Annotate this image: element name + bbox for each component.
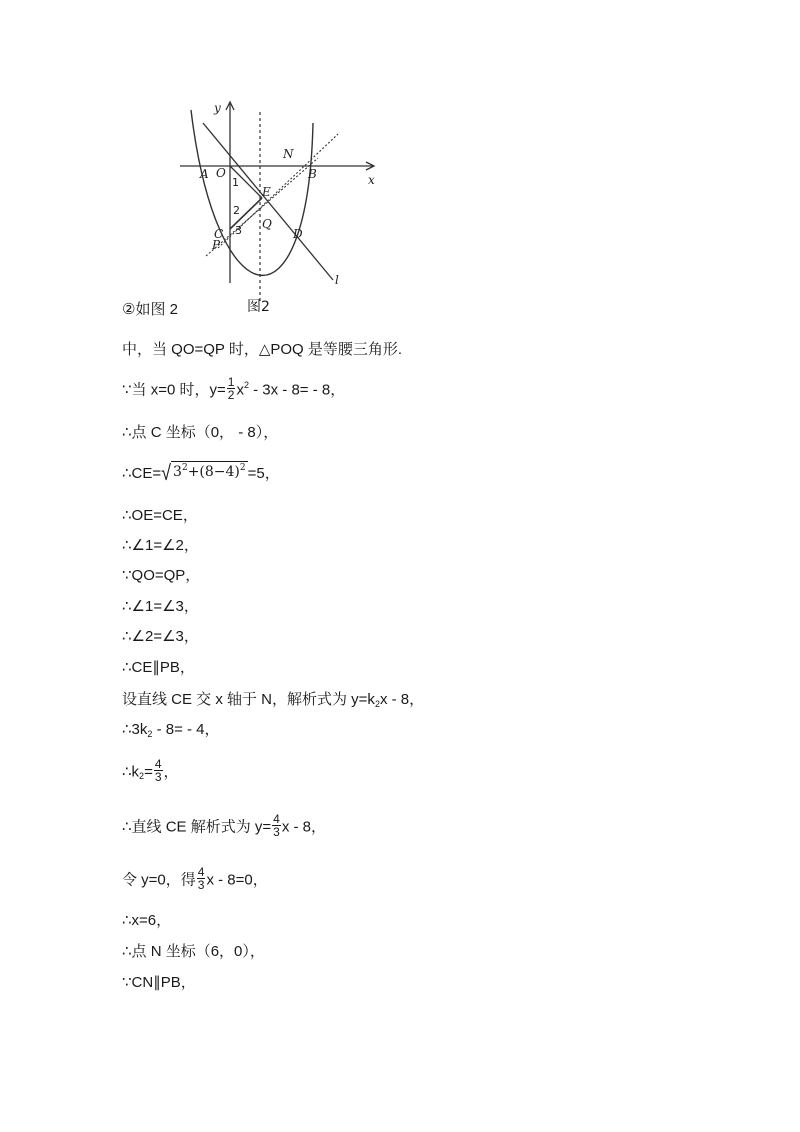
text-segment: ， — [163, 763, 179, 781]
text-segment: - 8= - 4， — [152, 721, 220, 738]
label-angle-3: 3 — [235, 224, 242, 237]
text-line — [122, 865, 268, 893]
square-root — [161, 461, 247, 483]
text-line — [122, 690, 424, 711]
text-line: ∴x=6， — [122, 912, 172, 929]
radicand-term: +(8−4) — [187, 464, 240, 480]
text-line — [122, 463, 280, 485]
text-segment: ∴k — [122, 763, 140, 781]
text-line: ∴点 N 坐标（6，0）， — [122, 943, 265, 960]
label-angle-1: 1 — [232, 176, 239, 189]
text-line: ∴OE=CE， — [122, 507, 198, 524]
fraction-numerator: 4 — [273, 812, 280, 826]
text-segment: x - 8=0， — [206, 871, 268, 889]
text-line: ∴CE∥PB， — [122, 659, 195, 676]
fraction-numerator: 4 — [197, 865, 205, 879]
fraction-denominator: 3 — [154, 770, 162, 784]
text-line — [122, 720, 220, 741]
label-angle-2: 2 — [233, 204, 240, 217]
fraction-numerator: 4 — [154, 757, 162, 771]
figure-caption: 图2 — [247, 299, 270, 315]
label-y: y — [214, 101, 221, 115]
superscript: 2 — [239, 463, 246, 473]
fraction — [197, 866, 206, 891]
text-line: ∴点 C 坐标（0， - 8）， — [122, 424, 279, 441]
text-segment: x - 8， — [379, 691, 425, 708]
geometry-figure — [178, 98, 383, 316]
figure-svg — [178, 98, 383, 316]
fraction — [227, 376, 236, 401]
fraction-numerator: 1 — [227, 375, 235, 389]
text-line: ②如图 2 — [122, 301, 178, 318]
text-line: 中，当 QO=QP 时，△POQ 是等腰三角形. — [122, 341, 403, 358]
text-line: ∴∠2=∠3， — [122, 628, 199, 645]
text-segment: 设直线 CE 交 x 轴于 N，解析式为 y=k — [122, 691, 375, 708]
text-segment: x - 8， — [281, 818, 327, 836]
label-c: C — [214, 227, 224, 241]
label-a: A — [200, 167, 209, 181]
label-q: Q — [262, 217, 272, 231]
text-segment: x — [236, 381, 244, 399]
label-o: O — [216, 166, 226, 180]
text-segment: =5， — [247, 464, 280, 482]
label-n: N — [283, 147, 294, 161]
text-segment: = — [144, 763, 153, 781]
radicand-term: 3 — [173, 464, 182, 480]
text-line: ∵CN∥PB， — [122, 974, 196, 991]
fraction — [154, 758, 163, 783]
text-line — [122, 812, 327, 840]
line-l — [203, 123, 333, 280]
subscript: 2 — [139, 771, 145, 782]
fraction-denominator: 3 — [273, 825, 280, 839]
text-segment: ∴CE= — [122, 464, 162, 482]
text-line: ∵QO=QP， — [122, 567, 201, 584]
text-segment: 令 y=0，得 — [122, 871, 196, 889]
label-x: x — [368, 173, 375, 187]
text-line: ∴∠1=∠3， — [122, 598, 199, 615]
text-line — [122, 757, 179, 785]
fraction-denominator: 3 — [197, 878, 205, 892]
subscript: 2 — [374, 699, 380, 709]
label-p: P — [212, 238, 221, 252]
fraction — [272, 813, 281, 838]
superscript: 2 — [243, 380, 249, 391]
label-l: l — [335, 273, 339, 287]
text-segment: - 3x - 8= - 8， — [248, 381, 346, 399]
subscript: 2 — [147, 729, 153, 739]
superscript: 2 — [181, 463, 188, 473]
text-line — [122, 375, 346, 403]
text-segment: ∴3k — [122, 721, 148, 738]
fraction-denominator: 2 — [227, 388, 235, 402]
text-segment: ∴直线 CE 解析式为 y= — [122, 818, 272, 836]
label-b: B — [308, 167, 317, 181]
label-d: D — [293, 227, 303, 241]
parabola — [191, 110, 313, 275]
radical-sign: √ — [161, 461, 172, 485]
text-segment: ∵当 x=0 时，y= — [122, 381, 226, 399]
label-e: E — [262, 185, 271, 199]
text-line: ∴∠1=∠2， — [122, 537, 199, 554]
radicand — [171, 461, 248, 483]
